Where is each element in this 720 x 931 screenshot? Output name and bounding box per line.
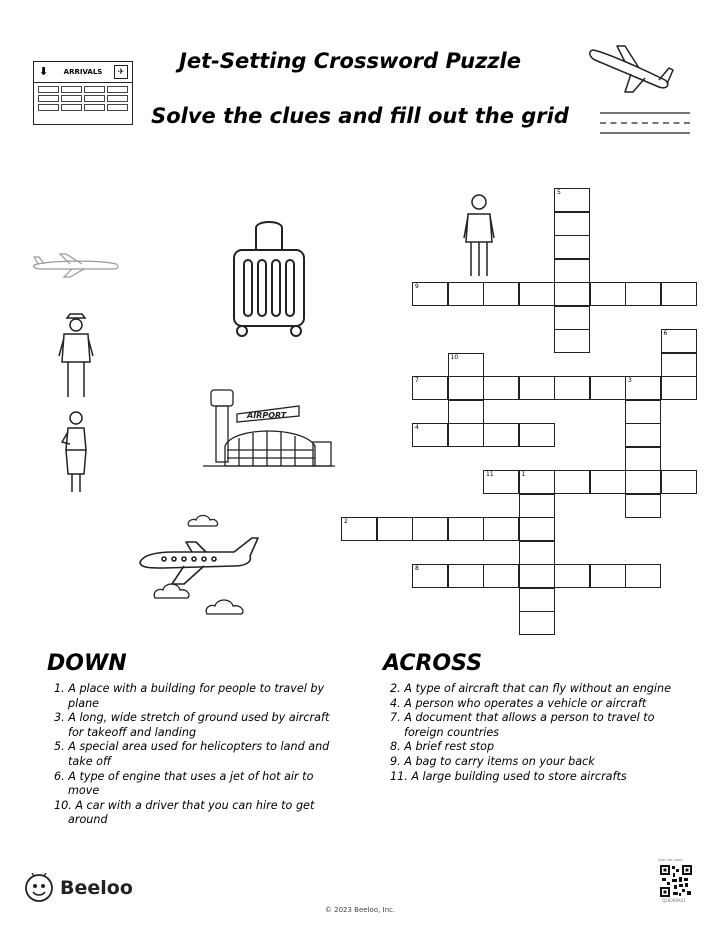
crossword-cell[interactable] <box>448 517 484 541</box>
crossword-cell[interactable] <box>519 517 555 541</box>
cell-number: 4 <box>415 424 419 431</box>
crossword-cell[interactable] <box>554 329 590 353</box>
clue-across-4: 4. A person who operates a vehicle or aircraft <box>390 696 647 710</box>
qr-id: Q26068A01 <box>662 898 686 903</box>
crossword-cell[interactable] <box>483 564 519 588</box>
cloud-icon <box>152 580 192 600</box>
qr-caption: Scan for more <box>658 858 683 862</box>
crossword-cell[interactable] <box>625 447 661 471</box>
crossword-cell[interactable] <box>625 282 661 306</box>
clue-down-5: 5. A special area used for helicopters to land and take off <box>54 740 330 768</box>
crossword-cell[interactable] <box>661 470 697 494</box>
crossword-cell[interactable] <box>625 423 661 447</box>
brand-name: Beeloo <box>60 877 133 899</box>
airport-terminal-icon <box>203 386 335 470</box>
crossword-cell[interactable] <box>412 282 448 306</box>
crossword-cell[interactable] <box>412 564 448 588</box>
cell-number: 7 <box>415 377 419 384</box>
cell-number: 2 <box>344 518 348 525</box>
crossword-cell[interactable] <box>519 494 555 518</box>
page-title: Jet-Setting Crossword Puzzle <box>179 49 521 73</box>
crossword-cell[interactable] <box>448 423 484 447</box>
suitcase-icon <box>226 218 312 338</box>
across-heading: ACROSS <box>383 651 483 676</box>
crossword-cell[interactable] <box>590 470 626 494</box>
crossword-cell[interactable] <box>625 564 661 588</box>
pilot-icon <box>56 312 96 400</box>
crossword-cell[interactable] <box>519 423 555 447</box>
clue-down-1: 1. A place with a building for people to travel by plane <box>54 682 325 710</box>
crossword-cell[interactable] <box>377 517 413 541</box>
airplane-icon <box>585 40 675 100</box>
clue-down-6: 6. A type of engine that uses a jet of hot air to move <box>54 769 314 798</box>
clue-across-8: 8. A brief rest stop <box>390 740 495 754</box>
crossword-cell[interactable] <box>448 376 484 400</box>
crossword-cell[interactable] <box>625 376 661 400</box>
airplane-icon <box>30 252 122 278</box>
arrivals-board-icon: ⬇ ARRIVALS ✈ <box>33 61 133 125</box>
airport-sign: AIRPORT <box>247 411 287 420</box>
crossword-cell[interactable] <box>519 564 555 588</box>
down-clues-list <box>50 682 340 828</box>
qr-code-icon[interactable] <box>660 865 692 897</box>
crossword-cell[interactable] <box>554 470 590 494</box>
crossword-cell[interactable] <box>554 306 590 330</box>
crossword-cell[interactable] <box>590 282 626 306</box>
crossword-cell[interactable] <box>412 423 448 447</box>
clue-down-10: 10. A car with a driver that you can hire to get around <box>54 798 315 827</box>
crossword-cell[interactable] <box>590 376 626 400</box>
down-heading: DOWN <box>47 651 127 676</box>
crossword-cell[interactable] <box>519 282 555 306</box>
crossword-cell[interactable] <box>519 541 555 565</box>
crossword-cell[interactable] <box>448 564 484 588</box>
cloud-icon <box>204 596 246 616</box>
across-clues-list <box>386 682 676 784</box>
cell-number: 3 <box>628 377 632 384</box>
pilot-icon <box>462 192 496 280</box>
clue-across-11: 11. A large building used to store aircrafts <box>390 769 627 783</box>
flight-attendant-icon <box>58 408 94 494</box>
crossword-cell[interactable] <box>661 329 697 353</box>
crossword-cell[interactable] <box>554 212 590 236</box>
crossword-cell[interactable] <box>519 470 555 494</box>
cell-number: 5 <box>557 189 561 196</box>
crossword-cell[interactable] <box>554 376 590 400</box>
cloud-icon <box>186 512 220 528</box>
clue-across-2: 2. A type of aircraft that can fly without an engine <box>390 682 671 695</box>
brand-logo[interactable] <box>24 873 133 903</box>
crossword-cell[interactable] <box>554 564 590 588</box>
crossword-cell[interactable] <box>483 376 519 400</box>
crossword-cell[interactable] <box>483 470 519 494</box>
crossword-cell[interactable] <box>483 282 519 306</box>
crossword-cell[interactable] <box>483 423 519 447</box>
clue-down-3: 3. A long, wide stretch of ground used by aircraft for takeoff and landing <box>54 711 330 739</box>
crossword-cell[interactable] <box>554 282 590 306</box>
decorative-lines <box>600 112 690 142</box>
copyright: © 2023 Beeloo, Inc. <box>324 906 396 914</box>
clue-across-7: 7. A document that allows a person to travel to foreign countries <box>390 711 655 739</box>
crossword-cell[interactable] <box>483 517 519 541</box>
crossword-cell[interactable] <box>448 353 484 377</box>
crossword-cell[interactable] <box>554 188 590 212</box>
bee-logo-icon <box>24 873 54 903</box>
crossword-cell[interactable] <box>661 376 697 400</box>
crossword-cell[interactable] <box>519 611 555 635</box>
crossword-cell[interactable] <box>661 282 697 306</box>
page-subtitle: Solve the clues and fill out the grid <box>151 104 569 128</box>
crossword-cell[interactable] <box>448 400 484 424</box>
crossword-cell[interactable] <box>554 259 590 283</box>
crossword-cell[interactable] <box>590 564 626 588</box>
cell-number: 9 <box>415 283 419 290</box>
cell-number: 6 <box>663 330 668 337</box>
crossword-cell[interactable] <box>519 588 555 612</box>
clue-across-9: 9. A bag to carry items on your back <box>390 754 595 768</box>
crossword-cell[interactable] <box>554 235 590 259</box>
cell-number: 10 <box>450 353 459 361</box>
board-label: ARRIVALS <box>63 68 103 76</box>
cell-number: 8 <box>415 565 419 572</box>
crossword-cell[interactable] <box>661 353 697 377</box>
cell-number: 11 <box>486 471 494 478</box>
crossword-cell[interactable] <box>625 494 661 518</box>
crossword-cell[interactable] <box>519 376 555 400</box>
crossword-cell[interactable] <box>341 517 377 541</box>
crossword-cell[interactable] <box>412 517 448 541</box>
crossword-cell[interactable] <box>412 376 448 400</box>
crossword-cell[interactable] <box>625 400 661 424</box>
cell-number: 1 <box>521 471 526 478</box>
crossword-cell[interactable] <box>448 282 484 306</box>
crossword-cell[interactable] <box>625 470 661 494</box>
